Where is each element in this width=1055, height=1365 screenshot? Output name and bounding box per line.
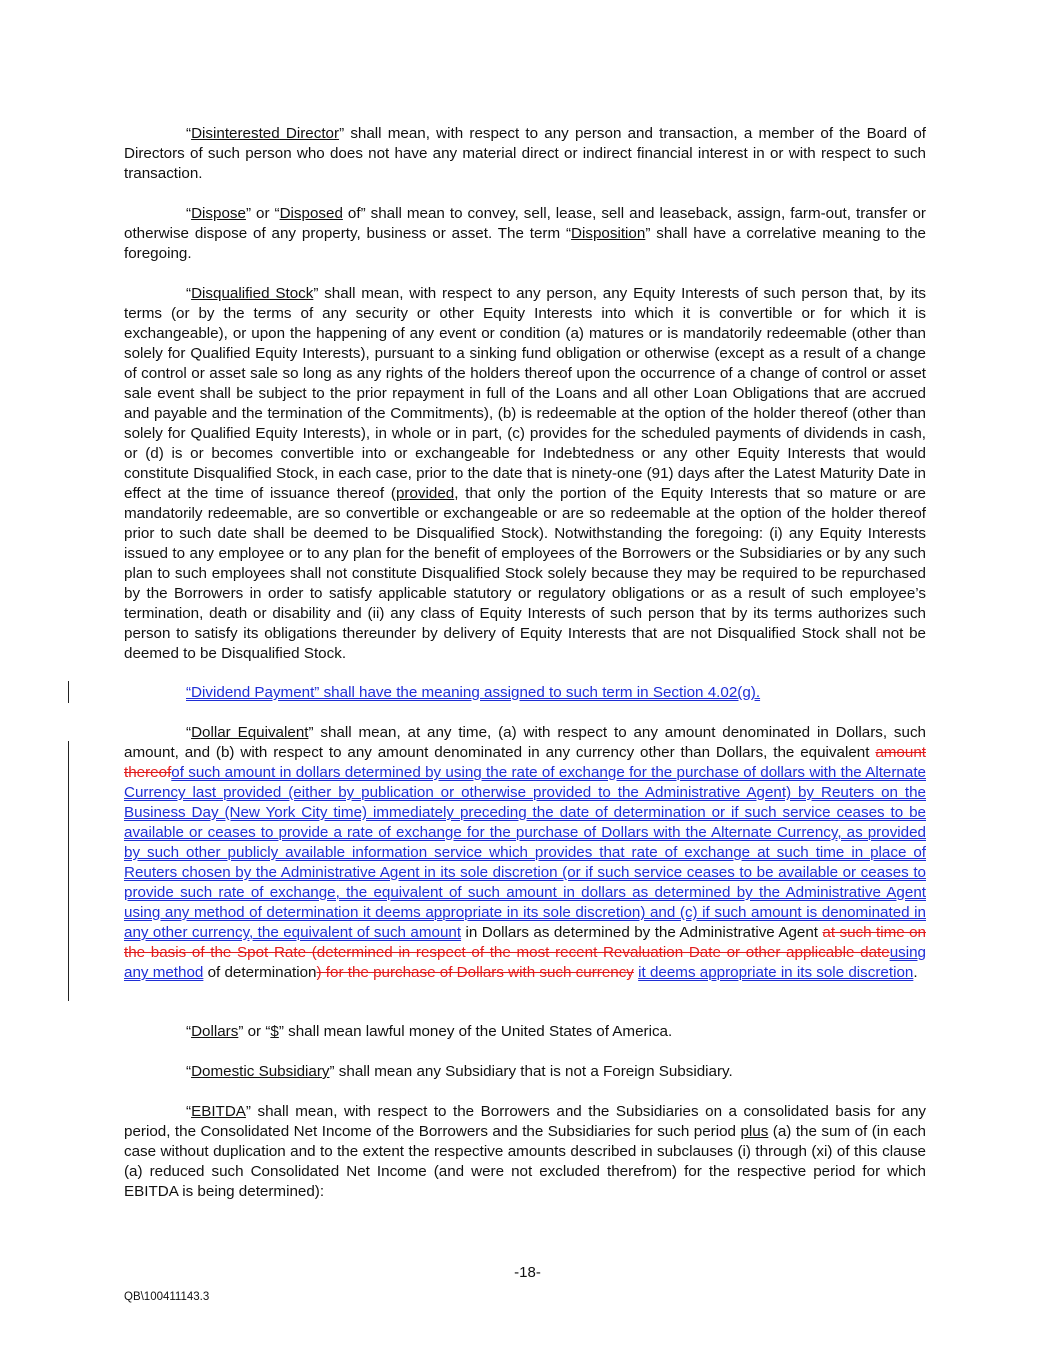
provided-term: provided — [395, 485, 455, 502]
inserted-text: of such amount in dollars determined by using the rate of exchange for the purchase of dollars with the Alternate Currency last provided (either by publication or otherwise provided to the Administrative Agent) by Reuters on the Business Day (New York City time) immediately preceding the date of determination or if such service ceases to be available or ceases to provide a rate of exchange for the purchase of Dollars with the Alternate Currency, as provided by such other publicly available information service which provides that rate of exchange at such time in place of Reuters chosen by the Administrative Agent in its sole discretion (or if such service ceases to be available or ceases to provide such rate of exchange, the equivalent of such amount in dollars as determined by the Administrative Agent using any method of determination it deems appropriate in its sole discretion) and (c) if such amount is denominated in any other currency, the equivalent of such amount — [124, 764, 926, 941]
deleted-text: amount thereof — [124, 744, 926, 781]
inserted-text: it deems appropriate in its sole discretion — [638, 964, 914, 981]
definition-dollar-equivalent: “Dollar Equivalent” shall mean, at any time, (a) with respect to any amount denominated in Dollars, such amount, and (b) with respect to any amount denominated in any currency other than Dollars, the equivalent amount thereofof such amount in dollars determined by using the rate of exchange for the purchase of dollars with the Alternate Currency last provided (either by publication or otherwise provided to the Administrative Agent) by Reuters on the Business Day (New York City time) immediately preceding the date of determination or if such service ceases to be available or ceases to provide a rate of exchange for the purchase of Dollars with the Alternate Currency, as provided by such other publicly available information service which provides that rate of exchange at such time in place of Reuters chosen by the Administrative Agent in its sole discretion (or if such service ceases to be available or ceases to provide such rate of exchange, the equivalent of such amount in dollars as determined by the Administrative Agent using any method of determination it deems appropriate in its sole discretion) and (c) if such amount is denominated in any other currency, the equivalent of such amount in Dollars as determined by the Administrative Agent at such time on the basis of the Spot Rate (determined in respect of the most recent Revaluation Date or other applicable dateusing any method of determination) for the purchase of Dollars with such currency it deems appropriate in its sole discretion. — [124, 724, 927, 981]
plus-term: plus — [740, 1123, 769, 1140]
change-bar — [68, 681, 69, 703]
deleted-text: ) for the purchase of Dollars with such currency — [316, 964, 634, 981]
document-id: QB\100411143.3 — [124, 1291, 210, 1303]
defined-term: Disposed — [279, 205, 343, 222]
defined-term: Domestic Subsidiary — [191, 1063, 330, 1080]
definition-dividend-payment — [124, 683, 926, 703]
defined-term: Dollar Equivalent — [191, 724, 309, 741]
defined-term: Dispose — [191, 205, 246, 222]
defined-term: Disqualified Stock — [191, 285, 314, 302]
deleted-text: at such time on the basis of the Spot Rate (determined in respect of the most recent Revaluation Date or other applicable date — [124, 924, 926, 961]
defined-term: Dollars — [191, 1023, 239, 1040]
definition-domestic-subsidiary: “Domestic Subsidiary” shall mean any Subsidiary that is not a Foreign Subsidiary. — [186, 1063, 733, 1080]
inserted-text: “Dividend Payment” shall have the meaning assigned to such term in Section 4.02(g). — [186, 684, 761, 701]
definition-disinterested-director: “Disinterested Director” shall mean, with respect to any person and transaction, a member of the Board of Directors of such person who does not have any material direct or indirect financial interest in or with respect to such transaction. — [124, 125, 926, 182]
defined-term: EBITDA — [191, 1103, 246, 1120]
change-bar — [68, 741, 69, 1001]
defined-term: $ — [270, 1023, 279, 1040]
defined-term: Disinterested Director — [191, 125, 340, 142]
inserted-text: using any method — [124, 944, 926, 981]
definition-disqualified-stock: “Disqualified Stock” shall mean, with respect to any person, any Equity Interests of such person that, by its terms (or by the terms of any security or other Equity Interests into which it is convertible or for which it is exchangeable), or upon the happening of any event or condition (a) matures or is mandatorily redeemable (other than solely for Qualified Equity Interests), pursuant to a sinking fund obligation or otherwise (except as a result of a change of control or asset sale so long as any rights of the holders thereof upon the occurrence of a change of control or asset sale event shall be subject to the prior repayment in full of the Loans and all other Loan Obligations that are accrued and payable and the termination of the Commitments), (b) is redeemable at the option of the holder thereof (other than solely for Qualified Equity Interests), in whole or in part, (c) provides for the scheduled payments of dividends in cash, or (d) is or becomes convertible into or exchangeable for Indebtedness or any other Equity Interests that would constitute Disqualified Stock, in each case, prior to the date that is ninety-one (91) days after the Latest Maturity Date in effect at the time of issuance thereof (provided, that only the portion of the Equity Interests that so mature or are mandatorily redeemable, are so convertible or exchangeable or are so redeemable at the option of the holder thereof prior to such date shall be deemed to be Disqualified Stock). Notwithstanding the foregoing: (i) any Equity Interests issued to any employee or to any plan for the benefit of employees of the Borrowers or the Subsidiaries or by any such plan to such employees shall not constitute Disqualified Stock solely because they may be required to be repurchased by the Borrowers in order to satisfy applicable statutory or regulatory obligations or as a result of such employee’s termination, death or disability and (ii) any class of Equity Interests of such person that by its terms authorizes such person to satisfy its obligations thereunder by delivery of Equity Interests that are not Disqualified Stock shall not be deemed to be Disqualified Stock. — [124, 285, 927, 662]
definition-ebitda: “EBITDA” shall mean, with respect to the Borrowers and the Subsidiaries on a consolidated basis for any period, the Consolidated Net Income of the Borrowers and the Subsidiaries for such period plus (a) the sum of (in each case without duplication and to the extent the respective amounts described in subclauses (i) through (xi) of this clause (a) reduced such Consolidated Net Income (and were not excluded therefrom) for the respective period for which EBITDA is being determined): — [124, 1103, 927, 1200]
definition-dollars: “Dollars” or “$” shall mean lawful money of the United States of America. — [186, 1023, 673, 1040]
defined-term: Disposition — [571, 225, 646, 242]
page-number: -18- — [514, 1264, 541, 1281]
definition-dispose: “Dispose” or “Disposed of” shall mean to convey, sell, lease, sell and leaseback, assign, farm-out, transfer or otherwise dispose of any property, business or asset. The term “Disposition” shall have a correlative meaning to the foregoing. — [124, 205, 926, 262]
